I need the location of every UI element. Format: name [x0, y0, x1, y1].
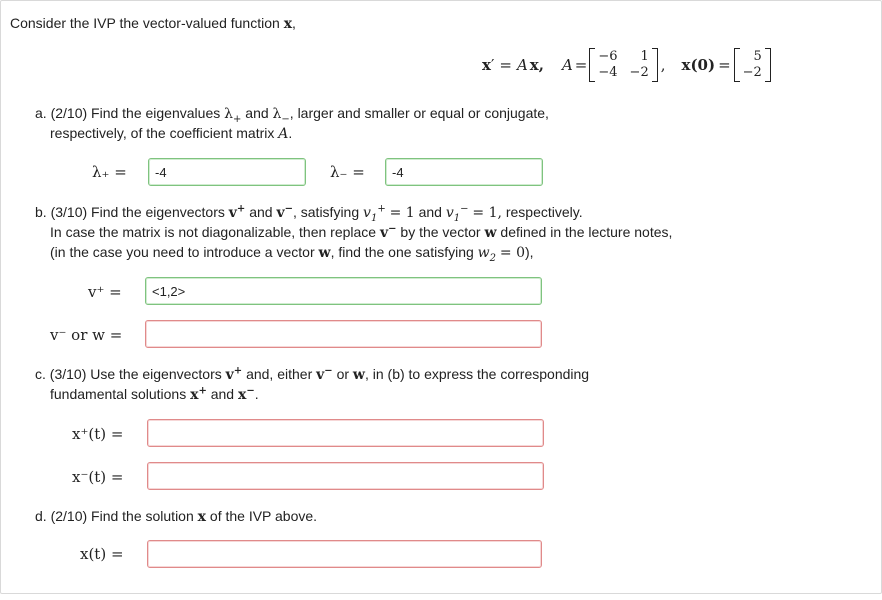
xplus-label: x⁺(t) = — [72, 425, 124, 443]
solution-label: x(t) = — [80, 545, 124, 563]
xminus-label: x⁻(t) = — [72, 468, 124, 486]
intro-line: Consider the IVP the vector-valued function x, — [10, 15, 296, 32]
vplus-input[interactable] — [145, 277, 542, 305]
lambda-plus-input[interactable] — [148, 158, 306, 186]
part-b-line2: In case the matrix is not diagonalizable, then replace v− by the vector w defined in the lecture notes, — [50, 223, 673, 241]
lambda-minus-label: λ₋ = — [330, 163, 365, 181]
system-equation: x ′ = A x, A = −6 1 −4 −2 , x(0) = 5 −2 — [482, 48, 771, 82]
part-b-line3: (in the case you need to introduce a vector w, find the one satisfying $w_2 = 0$), — [50, 244, 534, 264]
vminus-or-w-label: v⁻ or w = — [50, 326, 123, 344]
solution-input[interactable] — [147, 540, 542, 568]
part-c-line1: c. (3/10) Use the eigenvectors v+ and, either v− or w, in (b) to express the corresponding — [35, 365, 590, 383]
part-c-line2: fundamental solutions x+ and x−. — [50, 385, 259, 403]
part-d-line: d. (2/10) Find the solution x of the IVP above. — [35, 508, 318, 525]
part-a-line1: a. (2/10) Find the eigenvalues $\lambda_+$ and $\lambda_-$, larger and smaller or equal or conjugate, — [35, 105, 549, 125]
part-b-line1: b. (3/10) Find the eigenvectors v+ and v−, satisfying $v_1^+ = 1$ and $v_1^- = 1$, respectively. — [35, 203, 583, 224]
xminus-input[interactable] — [147, 462, 544, 490]
lambda-minus-input[interactable] — [385, 158, 543, 186]
matrix-A: −6 1 −4 −2 — [589, 48, 657, 82]
intro-var: x — [283, 16, 293, 32]
xplus-input[interactable] — [147, 419, 544, 447]
intro-text: Consider the IVP the vector-valued function — [10, 15, 280, 31]
vminus-or-w-input[interactable] — [145, 320, 542, 348]
lambda-plus-label: λ₊ = — [92, 163, 127, 181]
initial-vector: 5 −2 — [734, 48, 771, 82]
vplus-label: v⁺ = — [88, 283, 122, 301]
part-a-line2: respectively, of the coefficient matrix A. — [50, 125, 293, 142]
